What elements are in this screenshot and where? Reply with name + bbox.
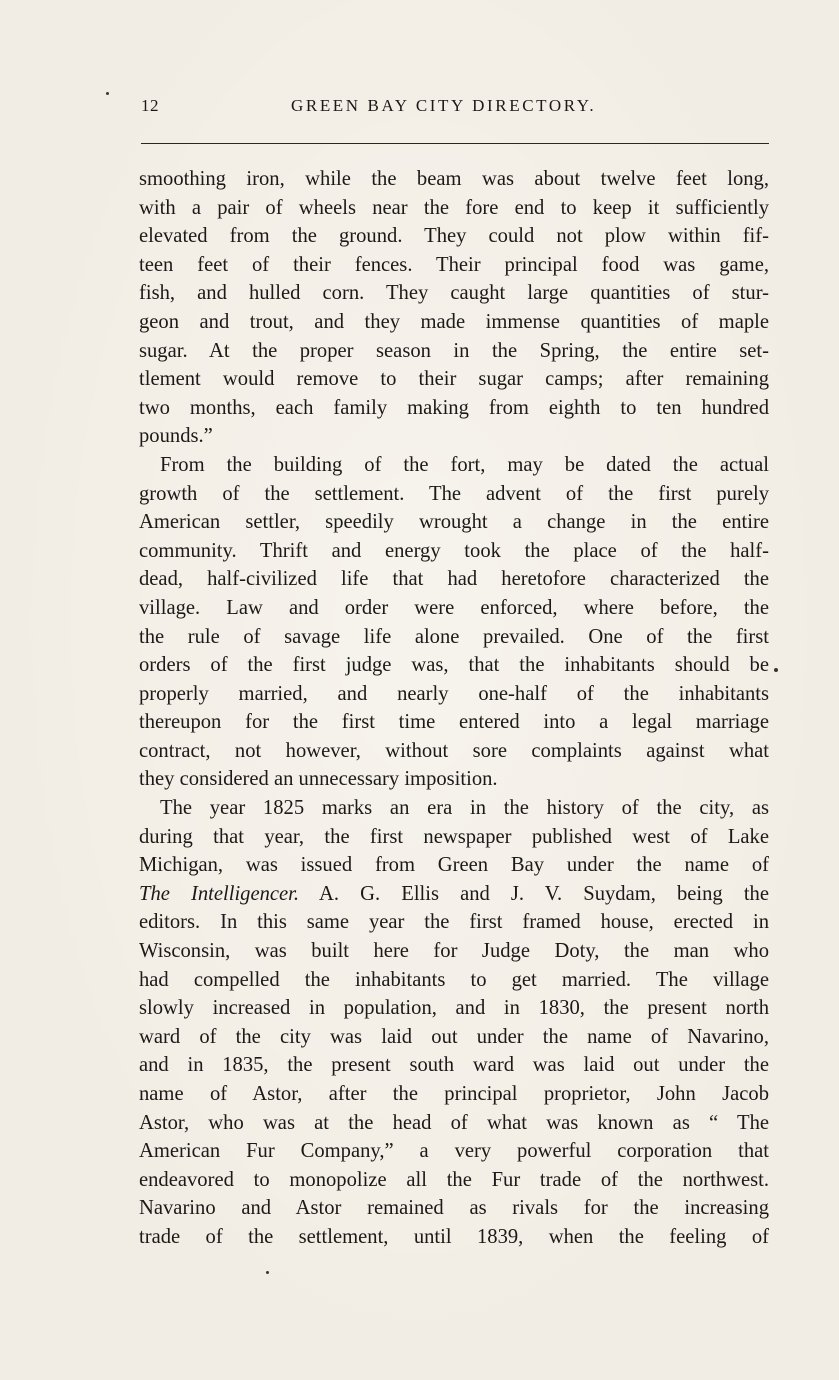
text-line: trade of the settlement, until 1839, when the feeling of xyxy=(139,1225,769,1248)
text-line: and in 1835, the present south ward was laid out under the xyxy=(139,1054,769,1077)
paper-speck xyxy=(774,668,778,672)
text-line: Astor, who was at the head of what was known as “ The xyxy=(139,1111,769,1134)
text-line: growth of the settlement. The advent of the first purely xyxy=(139,482,769,505)
text-line: village. Law and order were enforced, where before, the xyxy=(139,596,769,619)
body-text xyxy=(139,165,769,1252)
text-line: elevated from the ground. They could not plow within fif- xyxy=(139,225,769,248)
text-line: Michigan, was issued from Green Bay under the name of xyxy=(139,854,769,877)
text-line: smoothing iron, while the beam was about twelve feet long, xyxy=(139,168,769,190)
text-line: dead, half-civilized life that had heretofore characterized the xyxy=(139,568,769,591)
text-line: American settler, speedily wrought a change in the entire xyxy=(139,511,769,534)
text-line: editors. In this same year the first framed house, erected in xyxy=(139,911,769,934)
paper-speck xyxy=(106,92,109,95)
text-line: two months, each family making from eighth to ten hundred xyxy=(139,396,769,419)
text-line: ward of the city was laid out under the name of Navarino, xyxy=(139,1025,769,1048)
text-line: the rule of savage life alone prevailed. One of the first xyxy=(139,625,769,648)
text-line: The year 1825 marks an era in the history of the city, as xyxy=(160,797,769,820)
text-line: contract, not however, without sore complaints against what xyxy=(139,739,769,762)
text-line: properly married, and nearly one-half of the inhabitants xyxy=(139,682,769,705)
running-head: GREEN BAY CITY DIRECTORY. xyxy=(291,96,597,115)
text-line: geon and trout, and they made immense quantities of maple xyxy=(139,310,769,333)
text-line: during that year, the first newspaper published west of Lake xyxy=(139,825,769,848)
page-header xyxy=(141,96,771,120)
text-line xyxy=(139,880,769,909)
text-line: tlement would remove to their sugar camps; after remaining xyxy=(139,368,769,391)
newspaper-title: The Intelligencer. xyxy=(139,882,300,905)
text-line: From the building of the fort, may be dated the actual xyxy=(160,453,769,476)
text-line: community. Thrift and energy took the place of the half- xyxy=(139,539,769,562)
text-line: sugar. At the proper season in the Spring, the entire set- xyxy=(139,339,769,362)
text-line: teen feet of their fences. Their principal food was game, xyxy=(139,253,769,276)
text-line: Navarino and Astor remained as rivals for the increasing xyxy=(139,1197,769,1220)
text-line: pounds.” xyxy=(139,425,213,448)
text-line: thereupon for the first time entered into a legal marriage xyxy=(139,711,769,734)
text-line: had compelled the inhabitants to get married. The village xyxy=(139,968,769,991)
text-line: they considered an unnecessary imposition. xyxy=(139,768,498,791)
paper-speck xyxy=(266,1271,269,1274)
header-rule xyxy=(141,143,769,144)
text-line: endeavored to monopolize all the Fur trade of the northwest. xyxy=(139,1168,769,1191)
page-number: 12 xyxy=(141,96,159,115)
text-line: Wisconsin, was built here for Judge Doty, the man who xyxy=(139,940,769,963)
text-line: orders of the first judge was, that the inhabitants should be xyxy=(139,654,769,677)
text-line: slowly increased in population, and in 1830, the present north xyxy=(139,997,769,1020)
text-line: fish, and hulled corn. They caught large quantities of stur- xyxy=(139,282,769,305)
text-line: with a pair of wheels near the fore end to keep it sufficiently xyxy=(139,196,769,219)
text-line-continuation: A. G. Ellis and J. V. Suydam, being the xyxy=(319,882,769,905)
text-line: name of Astor, after the principal proprietor, John Jacob xyxy=(139,1083,769,1105)
text-line: American Fur Company,” a very powerful corporation that xyxy=(139,1140,769,1163)
